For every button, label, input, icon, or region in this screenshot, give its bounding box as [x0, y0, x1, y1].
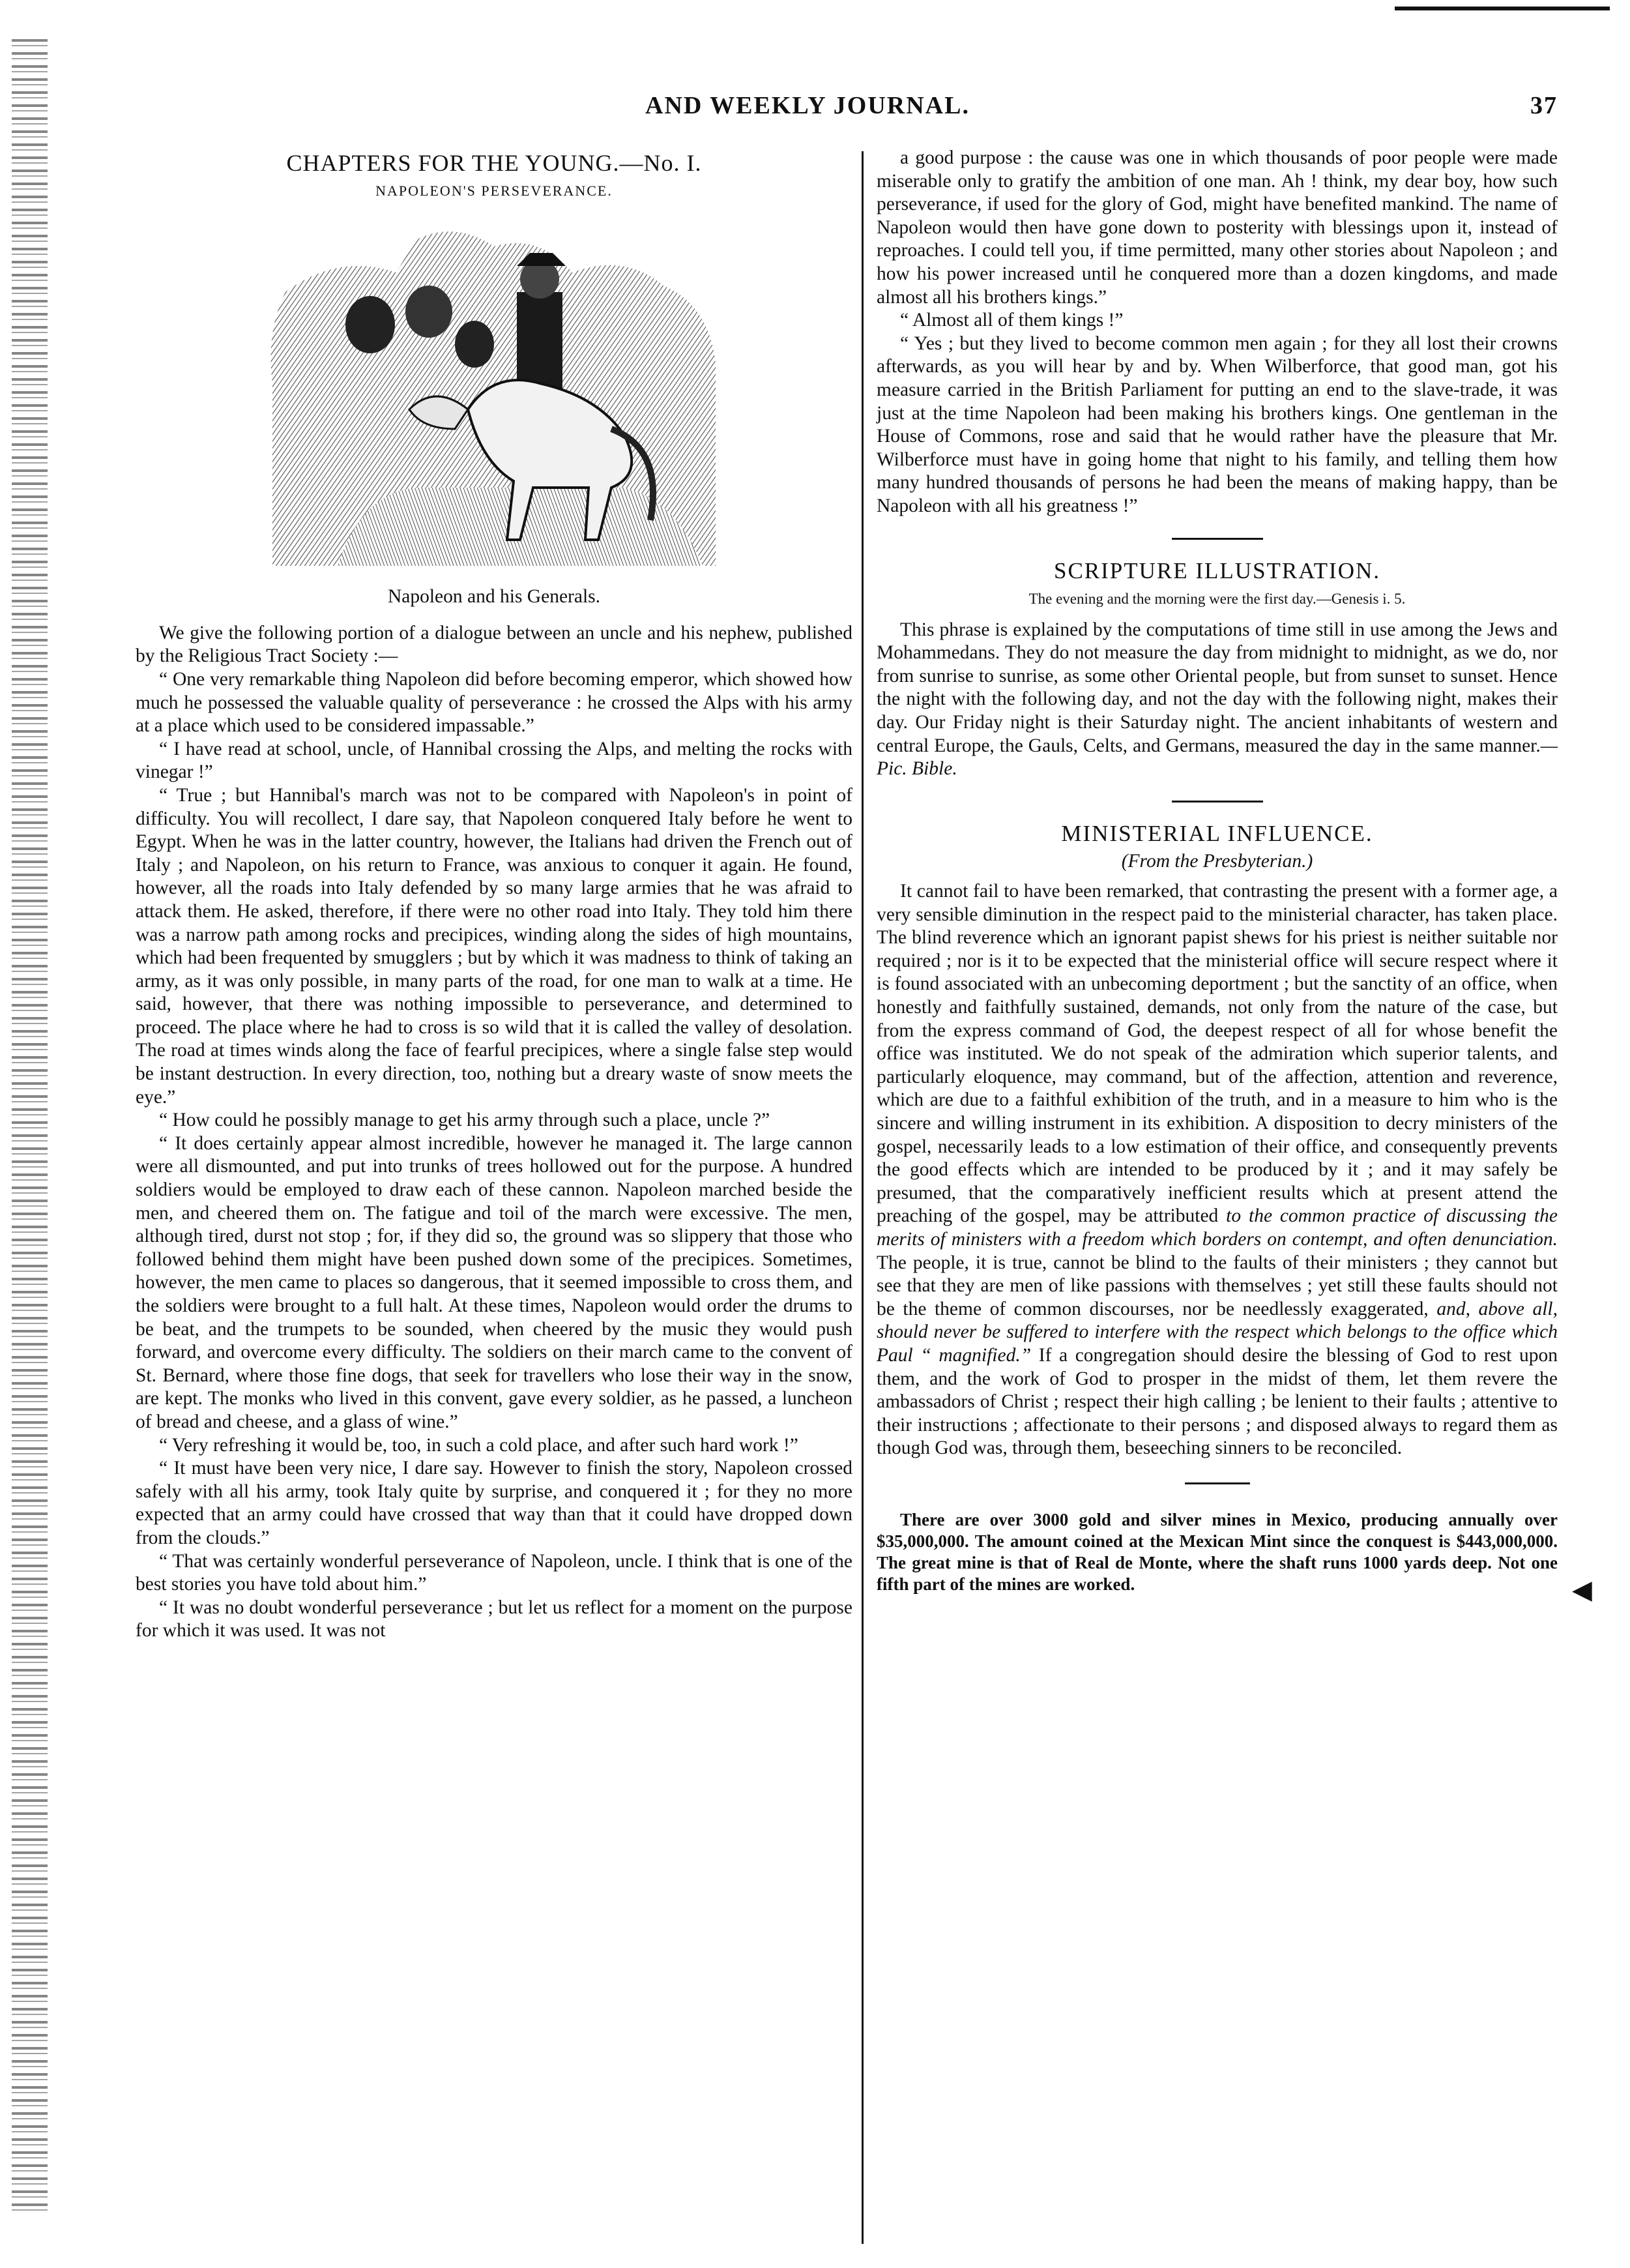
left-paragraph: “ I have read at school, uncle, of Hannibal crossing the Alps, and melting the rocks with vinegar !”: [136, 738, 852, 783]
right-paragraph: a good purpose : the cause was one in which thousands of poor people were made miserable only to gratify the ambition of one man. Ah ! think, my dear boy, how such perseverance, if used for the glory of God, might have benefited mankind. The name of Napoleon would then have gone down to posterity with blessings upon it, instead of reproaches. I could tell you, if time permitted, many other stories about Napoleon ; and how his power increased until he conquered more than a dozen kingdoms, and made almost all his brothers kings.”: [877, 147, 1558, 308]
ministerial-source: (From the Presbyterian.): [1121, 851, 1313, 872]
left-paragraph: “ One very remarkable thing Napoleon did before becoming emperor, which showed how much he possessed the valuable quality of perseverance : he crossed the Alps with his army at a place which used to be considered impassable.”: [136, 668, 852, 737]
section-separator: [1172, 538, 1263, 540]
scripture-heading: SCRIPTURE ILLUSTRATION.: [1053, 557, 1381, 583]
ministerial-text: If a congregation should desire the blessing of God to rest upon them, and the work of God to prosper in the midst of them, let them revere the ambassadors of Christ ; respect their high calling ; be lenient to their faults ; attentive to their instructions ; affectionate to their persons ; and disposed always to regard them as though God was, through them, beseeching sinners to be reconciled.: [877, 1344, 1558, 1459]
ministerial-italic: and, above all, should never be suffered to interfere with the respect which belongs to the office which Paul “ magnified.”: [877, 1298, 1558, 1366]
left-paragraph: “ It does certainly appear almost incredible, however he managed it. The large cannon were all dismounted, and put into trunks of trees hollowed out for the purpose. A hundred soldiers would be employed to draw each of these cannon. Napoleon marched beside the men, and cheered them on. The fatigue and toil of the march were excessive. The men, although tired, durst not stop ; for, if they did so, the ground was so slippery that those who followed behind them might have been pushed down some of the precipices. Sometimes, however, the men came to places so dangerous, that it seemed impossible to cross them, and the soldiers were brought to a full halt. At these times, Napoleon would order the drums to be beat, and the trumpets to be sounded, when cheered by the music they would push forward, and overcome every difficulty. The soldiers on their march came to the convent of St. Bernard, where those fine dogs, that seek for travellers who lose their way in the snow, are kept. The monks who lived in this convent, gave every soldier, as he passed, a luncheon of bread and cheese, and a glass of wine.”: [136, 1132, 852, 1432]
right-paragraph: “ Yes ; but they lived to become common men again ; for they all lost their crowns afterwards, as you will hear by and by. When Wilberforce, that good man, got his measure carried in the British Parliament for putting an end to the slave-trade, it was just at the time Napoleon had been making his brothers kings. One gentleman in the House of Commons, rose and said that he would rather have the pleasure that Mr. Wilberforce must have in going home that night to his family, and telling them how many hundred thousands of persons he had been the means of making happy, than be Napoleon with all his greatness !”: [877, 332, 1558, 516]
napoleon-and-generals-engraving: [259, 214, 729, 579]
mines-note: [877, 1509, 1558, 1595]
ministerial-heading: MINISTERIAL INFLUENCE.: [1061, 820, 1373, 846]
ministerial-body: [877, 880, 1558, 1460]
pointing-marker-icon: ◀: [1572, 1575, 1592, 1604]
left-column: [136, 147, 852, 1643]
top-rule: [1395, 7, 1610, 10]
mines-note-text: There are over 3000 gold and silver mines in Mexico, producing annually over $35,000,000. The amount coined at the Mexican Mint since the conquest is $443,000,000. The great mine is that of Real de Monte, where the shaft runs 1000 yards deep. Not one fifth part of the mines are worked.: [877, 1509, 1558, 1594]
left-paragraph: “ Very refreshing it would be, too, in such a cold place, and after such hard work !”: [159, 1434, 798, 1456]
left-paragraph: “ That was certainly wonderful perseverance of Napoleon, uncle. I think that is one of the best stories you have told about him.”: [136, 1550, 852, 1595]
engraving-caption: Napoleon and his Generals.: [387, 586, 601, 608]
ministerial-text: The people, it is true, cannot be blind to the faults of their ministers ; they cannot but see that they are men of like passions with themselves ; yet still these faults should not be the theme of common discourses, nor be needlessly exaggerated,: [877, 1252, 1558, 1319]
left-paragraph: “ It must have been very nice, I dare say. However to finish the story, Napoleon crossed safely with all his army, took Italy quite by surprise, and conquered it ; for they no more expected that an army could have crossed that way than that it could have dropped down from the clouds.”: [136, 1458, 852, 1548]
scripture-citation: —Pic. Bible.: [877, 735, 1558, 780]
left-paragraph: “ How could he possibly manage to get his army through such a place, uncle ?”: [159, 1110, 770, 1131]
scripture-verse: The evening and the morning were the first day.—Genesis i. 5.: [1028, 591, 1406, 608]
section-separator: [1185, 1482, 1250, 1484]
ministerial-italic: to the common practice of discussing the merits of ministers with a freedom which borders on contempt, and often denunciation.: [877, 1205, 1558, 1250]
scripture-body: [877, 619, 1558, 781]
article-heading: CHAPTERS FOR THE YOUNG.—No. I.: [286, 150, 702, 176]
journal-title: AND WEEKLY JOURNAL.: [645, 92, 970, 119]
page-header: [645, 91, 1558, 130]
ministerial-text: It cannot fail to have been remarked, that contrasting the present with a former age, a very sensible diminution in the respect paid to the ministerial character, has taken place. The blind reverence which an ignorant papist shews for his priest is neither suitable nor required ; nor is it to be expected that the ministerial office will secure respect where it is found associated with an unbecoming deportment ; but the sanctity of an office, when honestly and faithfully sustained, demands, not only from the nature of the case, but from the express command of God, the deepest respect of all for whose benefit the office was instituted. We do not speak of the admiration which superior talents, and particularly eloquence, may command, but of the affection, attention and reverence, which are due to a faithful exhibition of the truth, and in a measure to him who is the sincere and willing instrument in its exhibition. A disposition to decry ministers of the gospel, necessarily leads to a low estimation of their office, and consequently prevents the good effects which are intended to be produced by it ; and it may safely be presumed, that the comparatively inefficient results which at present attend the preaching of the gospel, may be attributed: [877, 881, 1558, 1227]
right-paragraph: “ Almost all of them kings !”: [900, 310, 1124, 331]
column-divider: [862, 151, 864, 2244]
left-paragraph: “ True ; but Hannibal's march was not to be compared with Napoleon's in point of difficulty. You will recollect, I dare say, that Napoleon conquered Italy before he went to Egypt. When he was in the latter country, however, the Italians had driven the French out of Italy ; and Napoleon, on his return to France, was anxious to conquer it again. He found, however, all the roads into Italy defended by so many large armies that he was afraid to attack them. He asked, therefore, if there were no other road into Italy. They told him there was a narrow path among rocks and precipices, winding along the sides of high mountains, which had been frequented by smugglers ; but by which it was madness to think of taking an army, as it was only possible, in many parts of the road, for one man to walk at a time. He said, however, that there was nothing impossible to perseverance, and determined to proceed. The place where he had to cross is so wild that it is called the valley of desolation. The road at times winds along the face of fearful precipices, where a single false step would be instant destruction. In every direction, too, nothing but a dreary waste of snow meets the eye.”: [136, 784, 852, 1108]
scripture-text: This phrase is explained by the computations of time still in use among the Jews and Mohammedans. They do not measure the day from midnight to midnight, as we do, nor from sunrise to sunrise, as some other Oriental people, but from sunset to sunset. Hence the night with the following day, and not the day with the following night, makes their day. Our Friday night is their Saturday night. The ancient inhabitants of western and central Europe, the Gauls, Celts, and Germans, measured the day in the same manner.: [877, 619, 1558, 756]
right-column: [877, 147, 1558, 1595]
binding-edge: [12, 39, 48, 2216]
page-number: 37: [1530, 92, 1558, 119]
section-separator: [1172, 801, 1263, 803]
left-paragraph: We give the following portion of a dialogue between an uncle and his nephew, published by the Religious Tract Society :—: [136, 622, 852, 667]
article-subheading: NAPOLEON'S PERSEVERANCE.: [375, 182, 613, 199]
left-paragraph: “ It was no doubt wonderful perseverance ; but let us reflect for a moment on the purpose for which it was used. It was not: [136, 1597, 852, 1642]
